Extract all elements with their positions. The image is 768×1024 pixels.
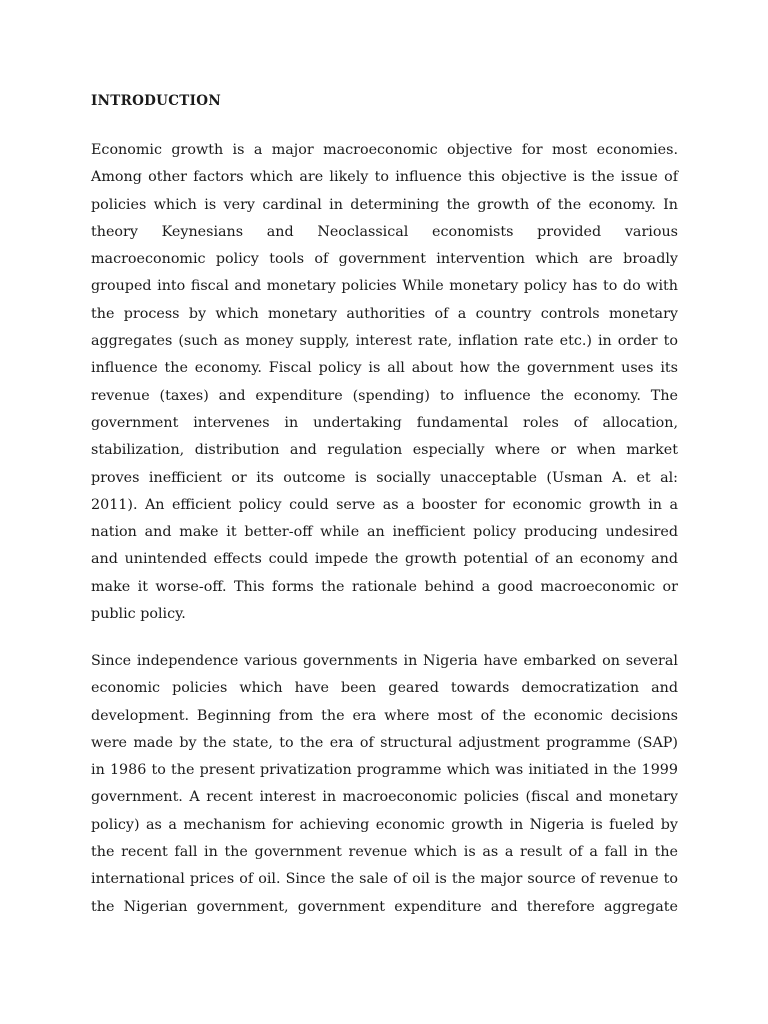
- text-line: policy) as a mechanism for achieving economic growth in Nigeria is fueled by: [91, 816, 678, 833]
- text-line: macroeconomic policy tools of government intervention which are broadly: [91, 251, 678, 268]
- paragraph-1: [91, 137, 678, 628]
- text-line: economic policies which have been geared towards democratization and: [91, 680, 678, 697]
- text-line: government. A recent interest in macroeconomic policies (fiscal and monetary: [91, 789, 678, 806]
- text-line: government intervenes in undertaking fundamental roles of allocation,: [91, 414, 678, 431]
- text-line: nation and make it better-off while an inefficient policy producing undesired: [91, 524, 678, 541]
- text-line: aggregates (such as money supply, interest rate, inflation rate etc.) in order to: [91, 333, 678, 350]
- text-line: public policy.: [91, 606, 186, 623]
- text-line: influence the economy. Fiscal policy is all about how the government uses its: [91, 360, 678, 377]
- text-line: development. Beginning from the era where most of the economic decisions: [91, 707, 678, 724]
- text-line: the recent fall in the government revenue which is as a result of a fall in the: [91, 844, 678, 861]
- paragraph-2: [91, 648, 678, 921]
- text-line: and unintended effects could impede the growth potential of an economy and: [91, 551, 678, 568]
- text-line: stabilization, distribution and regulation especially where or when market: [91, 442, 678, 459]
- text-line: make it worse-off. This forms the rationale behind a good macroeconomic or: [91, 578, 678, 595]
- section-heading: INTRODUCTION: [91, 93, 221, 109]
- text-line: the process by which monetary authorities of a country controls monetary: [91, 305, 678, 322]
- text-line: in 1986 to the present privatization programme which was initiated in the 1999: [91, 762, 678, 779]
- text-line: international prices of oil. Since the sale of oil is the major source of revenue to: [91, 871, 678, 888]
- text-line: Since independence various governments in Nigeria have embarked on several: [91, 653, 678, 669]
- text-line: proves inefficient or its outcome is socially unacceptable (Usman A. et al:: [91, 469, 678, 486]
- text-line: revenue (taxes) and expenditure (spending) to influence the economy. The: [91, 387, 678, 404]
- text-line: the Nigerian government, government expenditure and therefore aggregate: [91, 898, 678, 915]
- text-line: grouped into fiscal and monetary policies While monetary policy has to do with: [91, 278, 678, 295]
- text-line: were made by the state, to the era of structural adjustment programme (SAP): [91, 734, 678, 751]
- text-line: policies which is very cardinal in determining the growth of the economy. In: [91, 196, 678, 213]
- text-line: 2011). An efficient policy could serve as a booster for economic growth in a: [91, 496, 678, 513]
- text-line: theory Keynesians and Neoclassical economists provided various: [91, 223, 678, 240]
- text-line: Among other factors which are likely to influence this objective is the issue of: [91, 169, 678, 186]
- text-line: Economic growth is a major macroeconomic objective for most economies.: [91, 142, 678, 158]
